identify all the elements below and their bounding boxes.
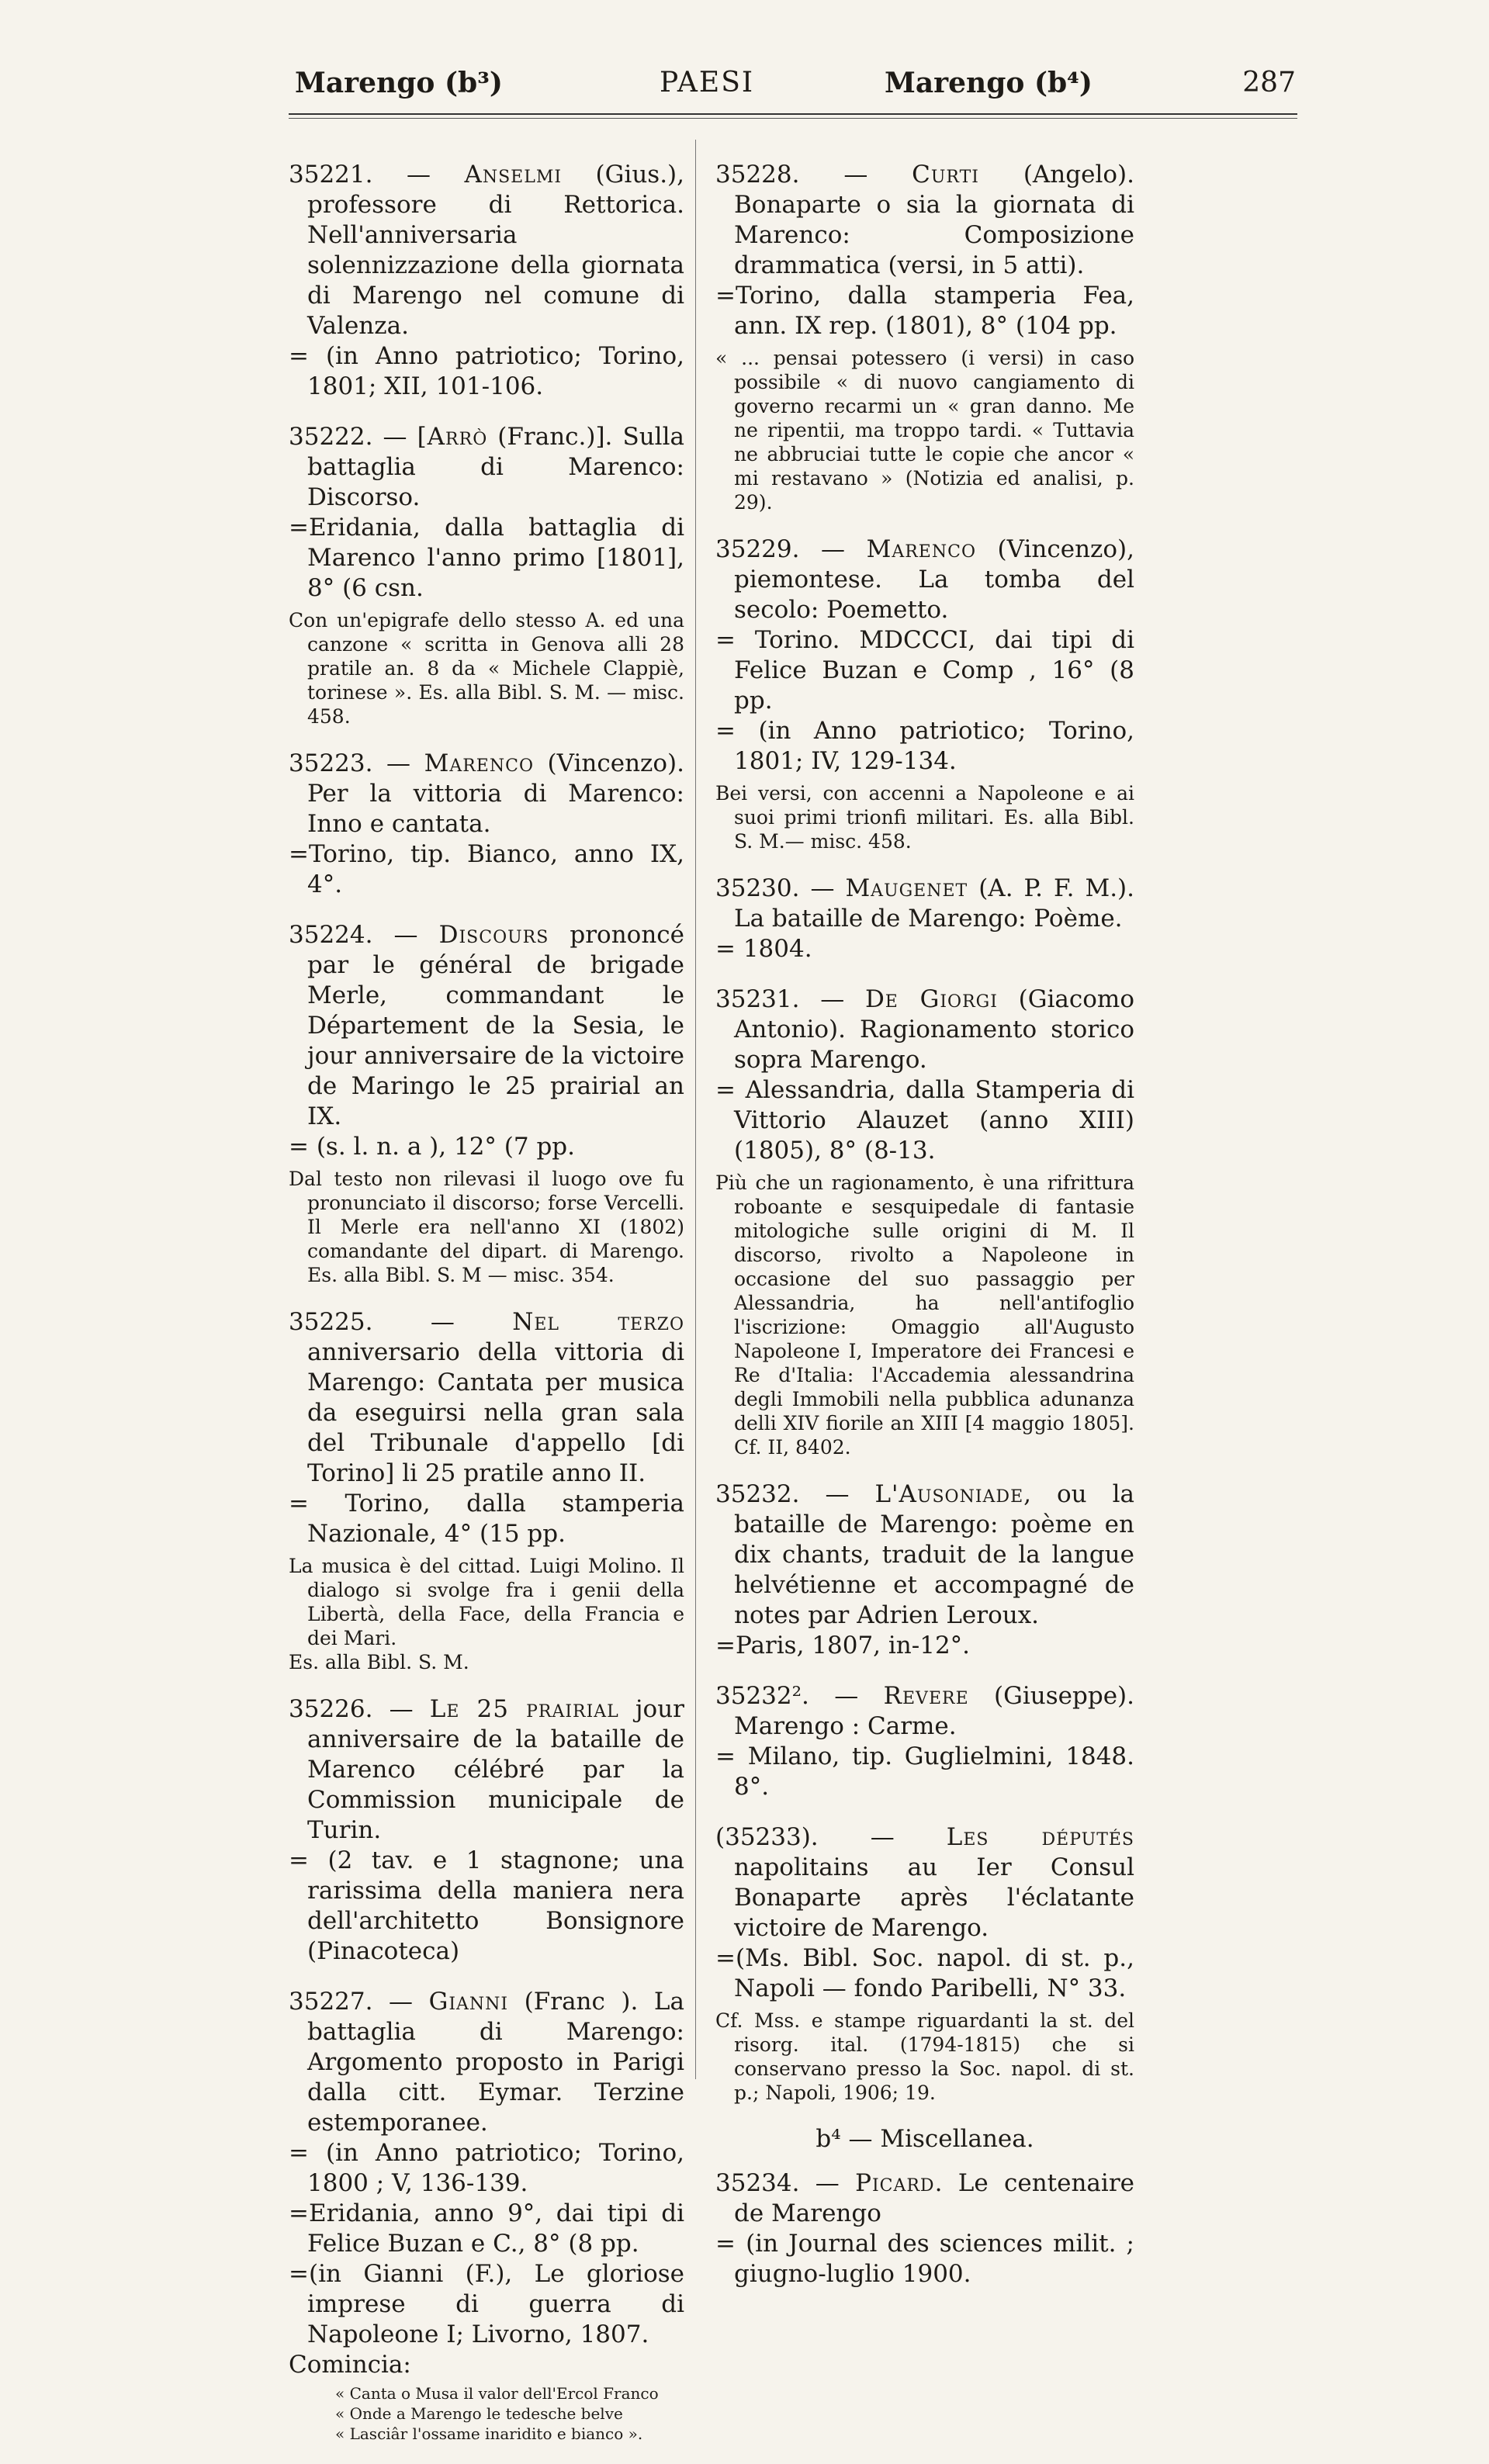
entry-35233	[715, 1822, 1134, 2105]
entry-author: Les députés	[946, 1823, 1134, 1851]
entry-number: 35222. —	[289, 423, 417, 451]
entry-35228	[715, 160, 1134, 514]
entry-imprint: =Torino, dalla stamperia Fea, ann. IX rep. (1801), 8° (104 pp.	[715, 282, 1134, 340]
entry-title: jour anniversaire de la bataille de Marenco célébré par la Commission municipale de Turin.	[307, 1695, 684, 1844]
entry-note: Es. alla Bibl. S. M.	[289, 1651, 469, 1673]
entry-title: . Le centenaire de Marengo	[734, 2169, 1134, 2227]
entry-author: Picard	[855, 2169, 935, 2197]
entry-imprint: =Paris, 1807, in-12°.	[715, 1632, 971, 1659]
entry-35231	[715, 985, 1134, 1459]
entry-number: 35226. —	[289, 1695, 430, 1723]
entry-35234	[715, 2168, 1134, 2289]
entry-title: (A. P. F. M.). La bataille de Marengo: Poème.	[734, 874, 1134, 933]
entry-imprint: = Milano, tip. Guglielmini, 1848. 8°.	[715, 1742, 1134, 1801]
entry-number: 35231. —	[715, 985, 865, 1013]
entry-number: 35234. —	[715, 2169, 856, 2197]
entry-35227	[289, 1987, 684, 2444]
entry-number: 35221. —	[289, 161, 465, 189]
verse-quote	[335, 2383, 684, 2444]
entry-title: , ou la bataille de Marengo: poème en dix chants, traduit de la langue helvétienne et accompagné de notes par Adrien Leroux.	[734, 1480, 1134, 1629]
entry-title: (Franc.)]. Sulla battaglia di Marenco: Discorso.	[307, 423, 684, 511]
entry-author: Maugenet	[845, 874, 968, 902]
entry-number: 35227. —	[289, 1988, 429, 2016]
entry-author: Discours	[438, 921, 549, 949]
entry-note: Con un'epigrafe dello stesso A. ed una canzone « scritta in Genova alli 28 pratile an. 8 da « Michele Clappiè, torinese ». Es. alla Bibl. S. M. — misc. 458.	[289, 609, 684, 728]
entry-title: (Giacomo Antonio). Ragionamento storico sopra Marengo.	[734, 985, 1134, 1074]
entry-imprint: =(in Gianni (F.), Le gloriose imprese di guerra di Napoleone I; Livorno, 1807.	[289, 2260, 684, 2348]
entry-imprint: =(Ms. Bibl. Soc. napol. di st. p., Napoli — fondo Paribelli, N° 33.	[715, 1944, 1134, 2002]
entry-comincia: Comincia:	[289, 2351, 411, 2379]
entry-note: Dal testo non rilevasi il luogo ove fu pronunciato il discorso; forse Vercelli. Il Merle era nell'anno XI (1802) comandante del dipart. di Marengo. Es. alla Bibl. S. M — misc. 354.	[289, 1168, 684, 1286]
entry-imprint: = Torino. MDCCCI, dai tipi di Felice Buzan e Comp , 16° (8 pp.	[715, 626, 1134, 715]
entry-title: (Vincenzo). Per la vittoria di Marenco: Inno e cantata.	[307, 749, 684, 838]
entry-35224	[289, 920, 684, 1287]
entry-author: De Giorgi	[864, 985, 998, 1013]
verse-line: « Canta o Musa il valor dell'Ercol Franco	[335, 2384, 659, 2403]
entry-note: « ... pensai potessero (i versi) in caso possibile « di nuovo cangiamento di governo recarmi un « gran danno. Me ne ripentii, ma troppo tardi. « Tuttavia ne abbruciai tutte le copie che ancor « mi restavano » (Notizia ed analisi, p. 29).	[715, 347, 1134, 514]
header-right: Marengo (b⁴)	[885, 67, 1093, 99]
left-column	[289, 160, 684, 2464]
entry-imprint: = (in Anno patriotico; Torino, 1801; IV, 129-134.	[715, 717, 1134, 775]
entry-imprint: = (s. l. n. a ), 12° (7 pp.	[289, 1133, 575, 1161]
header-left: Marengo (b³)	[295, 67, 503, 99]
running-header	[295, 67, 1296, 113]
entry-35225	[289, 1307, 684, 1674]
verse-line: « Lasciâr l'ossame inaridito e bianco ».	[335, 2424, 643, 2443]
entry-imprint: = (in Anno patriotico; Torino, 1800 ; V, 136-139.	[289, 2139, 684, 2197]
entry-imprint: = (in Journal des sciences milit. ; giugno-luglio 1900.	[715, 2230, 1134, 2288]
entry-35221	[289, 160, 684, 402]
entry-title: (Franc ). La battaglia di Marengo: Argomento proposto in Parigi dalla citt. Eymar. Terzine estemporanee.	[307, 1988, 684, 2137]
section-heading: b⁴ — Miscellanea.	[815, 2125, 1034, 2153]
entry-35232	[715, 1479, 1134, 1661]
entry-number: 35229. —	[715, 535, 867, 563]
entry-note: Cf. Mss. e stampe riguardanti la st. del risorg. ital. (1794-1815) che si conservano presso la Soc. napol. di st. p.; Napoli, 1906; 19.	[715, 2009, 1134, 2104]
entry-author: Curti	[912, 161, 979, 189]
entry-imprint: = (2 tav. e 1 stagnone; una rarissima della maniera nera dell'architetto Bonsignore (Pinacoteca)	[289, 1846, 684, 1965]
entry-imprint: =Eridania, dalla battaglia di Marenco l'anno primo [1801], 8° (6 csn.	[289, 514, 684, 602]
entry-imprint: =Eridania, anno 9°, dai tipi di Felice Buzan e C., 8° (8 pp.	[289, 2199, 684, 2258]
entry-35229	[715, 535, 1134, 853]
entry-author: [Arrò	[417, 423, 488, 451]
entry-author: L'Ausoniade	[874, 1480, 1024, 1508]
entry-35232-2	[715, 1681, 1134, 1802]
entry-author: Gianni	[428, 1988, 509, 2016]
entry-title: (Vincenzo), piemontese. La tomba del secolo: Poemetto.	[734, 535, 1134, 624]
entry-number: 35230. —	[715, 874, 846, 902]
entry-35223	[289, 749, 684, 900]
entry-author: Nel terzo	[512, 1308, 684, 1336]
entry-author: Le 25 prairial	[429, 1695, 619, 1723]
entry-title: napolitains au Ier Consul Bonaparte après l'éclatante victoire de Marengo.	[734, 1853, 1134, 1942]
column-divider	[695, 140, 696, 2079]
entry-author: Marenco	[866, 535, 976, 563]
entry-author: Revere	[883, 1682, 969, 1710]
entry-title: (Gius.), professore di Rettorica. Nell'anniversaria solennizzazione della giornata di Marengo nel comune di Valenza.	[307, 161, 684, 340]
entry-35222	[289, 422, 684, 728]
entry-number: 35232². —	[715, 1682, 884, 1710]
entry-number: 35225. —	[289, 1308, 513, 1336]
entry-note: Più che un ragionamento, è una rifrittura roboante e sesquipedale di fantasie mitologiche sulle origini di M. Il discorso, rivolto a Napoleone in occasione del suo passaggio per Alessandria, ha nell'antifoglio l'iscrizione: Omaggio all'Augusto Napoleone I, Imperatore dei Francesi e Re d'Italia: l'Accademia alessandrina degli Immobili nella pubblica adunanza delli XIV fiorile an XIII [4 maggio 1805]. Cf. II, 8402.	[715, 1171, 1134, 1459]
entry-imprint: = Alessandria, dalla Stamperia di Vittorio Alauzet (anno XIII) (1805), 8° (8-13.	[715, 1076, 1134, 1165]
entry-number: 35228. —	[715, 161, 912, 189]
entry-note: La musica è del cittad. Luigi Molino. Il dialogo si svolge fra i genii della Libertà, della Face, della Francia e dei Mari.	[289, 1555, 684, 1649]
entry-number: (35233). —	[715, 1823, 947, 1851]
entry-author: Marenco	[424, 749, 534, 777]
entry-imprint: = 1804.	[715, 935, 812, 963]
entry-number: 35232. —	[715, 1480, 875, 1508]
entry-author: Anselmi	[464, 161, 563, 189]
entry-imprint: = Torino, dalla stamperia Nazionale, 4° (15 pp.	[289, 1490, 684, 1548]
right-column	[715, 160, 1134, 2310]
entry-imprint: =Torino, tip. Bianco, anno IX, 4°.	[289, 840, 684, 898]
entry-note: Bei versi, con accenni a Napoleone e ai suoi primi trionfi militari. Es. alla Bibl. S. M.— misc. 458.	[715, 782, 1134, 853]
verse-line: « Onde a Marengo le tedesche belve	[335, 2404, 623, 2423]
entry-title: (Angelo). Bonaparte o sia la giornata di Marenco: Composizione drammatica (versi, in 5 atti).	[734, 161, 1134, 279]
header-rule	[289, 113, 1297, 115]
entry-title: (Giuseppe). Marengo : Carme.	[734, 1682, 1134, 1740]
entry-title: anniversario della vittoria di Marengo: Cantata per musica da eseguirsi nella gran sala del Tribunale d'appello [di Torino] li 25 pratile anno II.	[307, 1338, 684, 1487]
entry-imprint: = (in Anno patriotico; Torino, 1801; XII, 101-106.	[289, 342, 684, 400]
entry-number: 35223. —	[289, 749, 424, 777]
entry-title: prononcé par le général de brigade Merle, commandant le Département de la Sesia, le jour anniversaire de la victoire de Maringo le 25 prairial an IX.	[307, 921, 684, 1130]
entry-35226	[289, 1694, 684, 1967]
header-rule-thin	[289, 118, 1297, 119]
page-number: 287	[1242, 67, 1296, 99]
header-center: PAESI	[660, 67, 755, 99]
entry-35230	[715, 874, 1134, 964]
entry-number: 35224. —	[289, 921, 439, 949]
